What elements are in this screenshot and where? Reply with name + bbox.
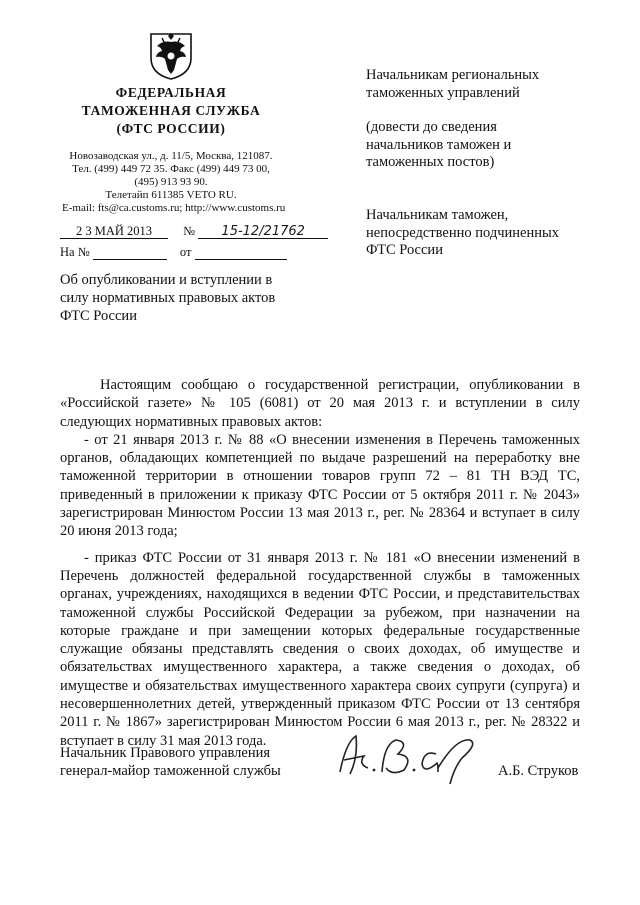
phone-line: Тел. (499) 449 72 35. Факс (499) 449 73 00, [72, 163, 270, 175]
from-label: от [179, 245, 192, 259]
org-name-line3: (ФТС РОССИИ) [116, 121, 226, 136]
addressee-block-3 [366, 207, 559, 260]
subject [60, 271, 310, 325]
signatory-title-line: Начальник Правового управления [60, 745, 271, 761]
email-line: E-mail: fts@ca.customs.ru; http://www.customs.ru [62, 202, 286, 214]
from-date-blank [195, 245, 287, 260]
addressee-line: начальников таможен и [366, 136, 512, 153]
reply-label: На № [60, 245, 90, 259]
org-name-line1: ФЕДЕРАЛЬНАЯ [115, 85, 227, 100]
addressee-line: Начальникам таможен, [366, 207, 509, 223]
phone-line-2: (495) 913 93 90. [134, 176, 208, 188]
addressee-line: Начальникам региональных [366, 67, 540, 83]
signatory-name: А.Б. Струков [498, 763, 579, 779]
reply-ref [60, 245, 287, 260]
addressee-line: ФТС России [366, 242, 443, 258]
body-paragraph-order-181: - приказ ФТС России от 31 января 2013 г. № 181 «О внесении изменений в Перечень должностей федеральной государственной службы в таможенных органах, учреждениях, находящихся в ведении ФТС России, и представительствах таможенной службы Российской Федерации за рубежом, при назначении на которые граждане и при замещении которых федеральные государственные служащие обязаны представлять сведения о своих доходах, об имуществе и обязательствах имущественного характера, а также сведения о доходах, об имуществе и обязательствах имущественного характера своих супруги (супруга) и несовершеннолетних детей, утвержденный приказом ФТС России от 13 сентября 2011 г. № 1867» зарегистрирован Минюстом России 6 мая 2013 г., рег. № 28322 и вступает в силу 31 мая 2013 года. [60, 549, 580, 749]
reply-number-blank [93, 245, 167, 260]
addressee-line: (довести до сведения [366, 119, 497, 135]
body-paragraph-intro: Настоящим сообщаю о государственной регистрации, опубликовании в «Российской газете» № 105 (6081) от 20 мая 2013 г. и вступлении в силу следующих нормативных правовых актов: [60, 377, 580, 430]
signatory-title [60, 744, 281, 780]
addressee-block-2 [366, 119, 511, 172]
letter-body [60, 376, 580, 750]
body-paragraph-order-88: - от 21 января 2013 г. № 88 «О внесении изменения в Перечень таможенных органов, обладающих компетенцией по выдаче разрешений на переработку вне таможенной территории в отношении товаров групп 72 – 81 ТН ВЭД ТС, приведенный в приложении к приказу ФТС России от 5 октября 2011 г. № 2043» зарегистрирован Минюстом России 13 мая 2013 г., рег. № 28364 и вступает в силу 20 июня 2013 года; [60, 431, 580, 540]
addressee-line: таможенных управлений [366, 84, 520, 101]
coat-of-arms-icon [148, 30, 194, 80]
number-handwritten: 15-12/21762 [198, 224, 328, 239]
org-name-line2: ТАМОЖЕННАЯ СЛУЖБА [81, 103, 261, 118]
number-label: № [183, 224, 196, 238]
teletype-line: Телетайп 611385 VETO RU. [105, 189, 237, 201]
date-stamp: 2 3 МАЙ 2013 [60, 224, 168, 239]
outgoing-ref [60, 224, 328, 239]
handwritten-signature [330, 728, 490, 788]
signatory-title-line: генерал-майор таможенной службы [60, 763, 281, 779]
subject-line: Об опубликовании и вступлении в [60, 272, 273, 288]
addressee-line: непосредственно подчиненных [366, 224, 559, 241]
address-line: Новозаводская ул., д. 11/5, Москва, 121087. [69, 150, 273, 162]
subject-line: силу нормативных правовых актов [60, 290, 276, 306]
subject-line: ФТС России [60, 308, 137, 324]
addressee-block-1 [366, 67, 539, 102]
addressee-line: таможенных постов) [366, 154, 495, 170]
